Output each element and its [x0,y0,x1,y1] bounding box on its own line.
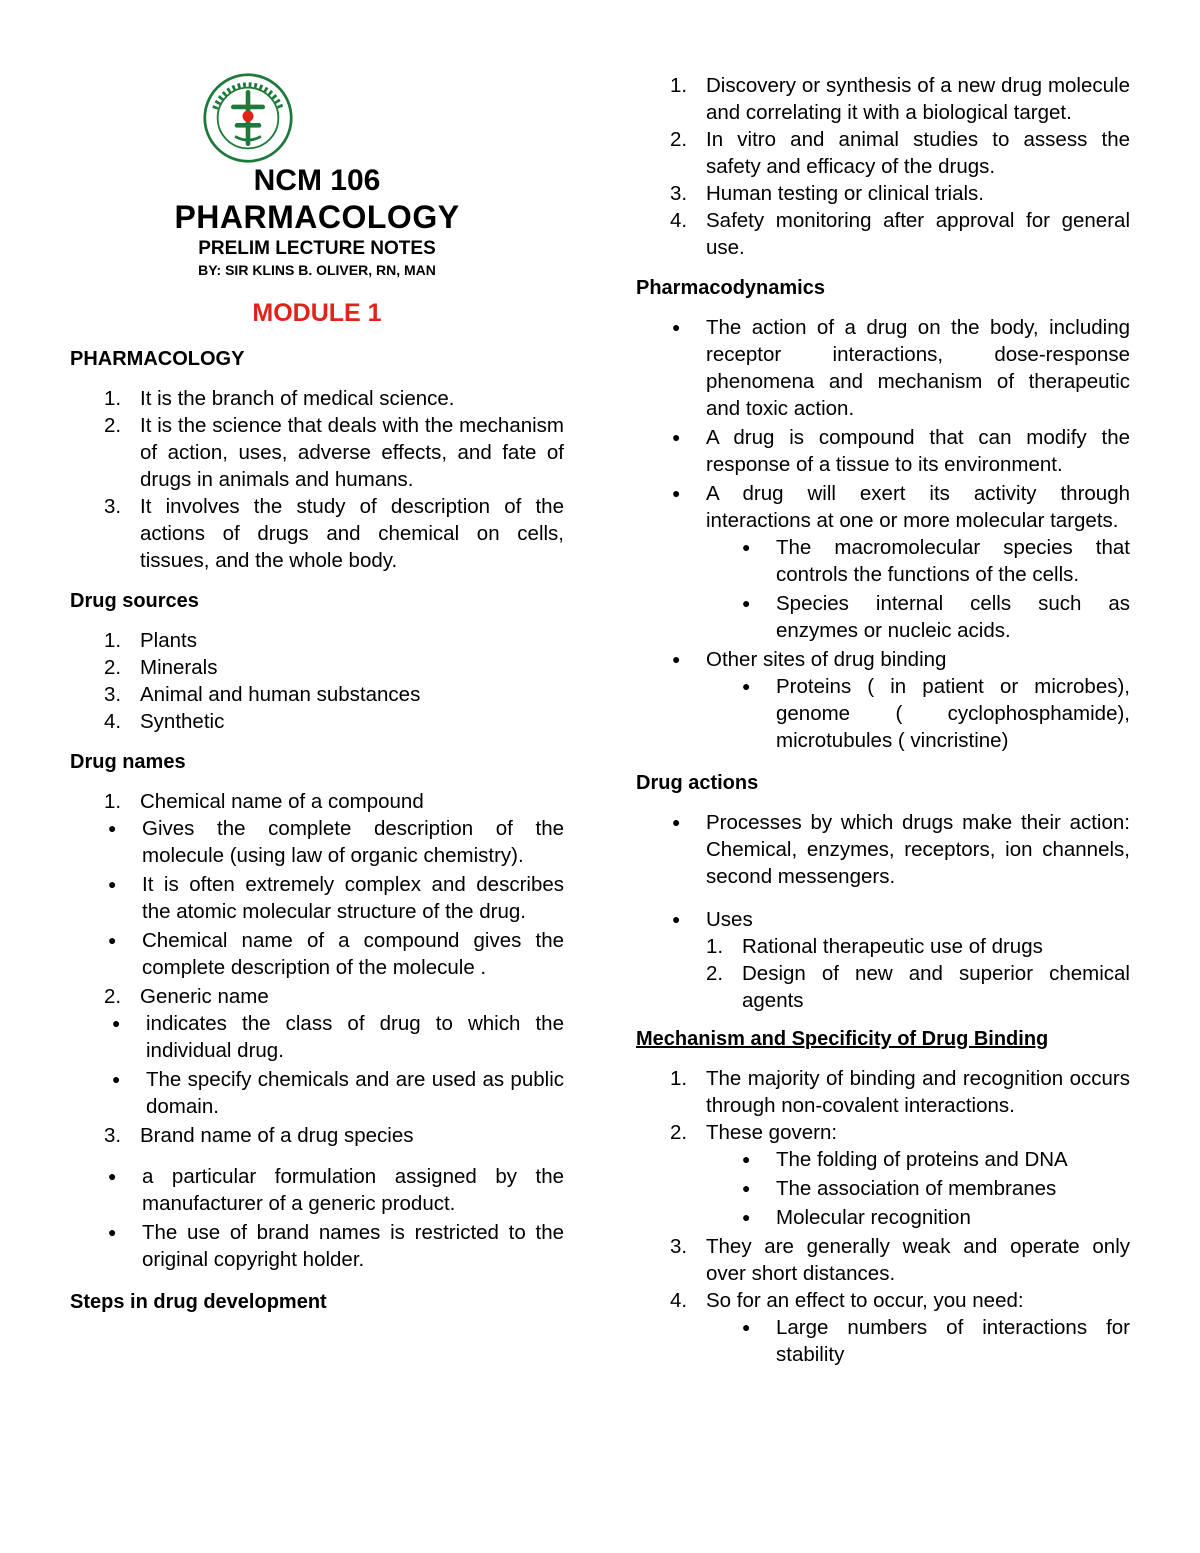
course-name: PHARMACOLOGY [174,199,460,235]
list-item: 2. Design of new and superior chemical agents [706,962,1130,1012]
brand-name-bullets [70,1163,564,1273]
list-item: 4. Safety monitoring after approval for general use. [670,209,1130,259]
pharmacology-list [70,385,564,574]
heading-drug-actions: Drug actions [636,772,759,794]
bullet-item: ● Proteins ( in patient or microbes), genome ( cyclophosphamide), microtubules ( vincristine) [742,675,1130,752]
list-item: 3. Human testing or clinical trials. [670,182,984,205]
bullet-item: ● Uses 1. Rational therapeutic use of drugs 2. Design of new and superior chemical agents [636,906,1130,1014]
bullet-item: ● Molecular recognition [742,1206,971,1229]
bullet-item: ● Large numbers of interactions for stability [742,1316,1130,1366]
heading-steps: Steps in drug development [70,1291,327,1313]
bullet-item: ● Processes by which drugs make their action: Chemical, enzymes, receptors, ion channels, second messengers. [672,811,1130,888]
list-item: 3. It involves the study of description of the actions of drugs and chemical on cells, tissues, and the whole body. [104,495,564,572]
right-column [636,0,1130,1370]
binding-sites-bullets [636,673,1130,754]
heading-pharmacodynamics: Pharmacodynamics [636,277,825,299]
list-item: 1. The majority of binding and recognition occurs through non-covalent interactions. [670,1067,1130,1117]
generic-name-bullets [70,1010,564,1120]
uses-list [636,933,1130,1014]
course-code: NCM 106 [253,164,381,197]
bullet-item: ● Species internal cells such as enzymes or nucleic acids. [742,592,1130,642]
list-item: 2. It is the science that deals with the mechanism of action, uses, adverse effects, and fate of drugs in animals and humans. [104,414,564,491]
list-item: 1. Discovery or synthesis of a new drug molecule and correlating it with a biological target. [670,74,1130,124]
bullet-item: ● Gives the complete description of the molecule (using law of organic chemistry). [108,817,564,867]
bullet-item: ● The use of brand names is restricted to the original copyright holder. [108,1221,564,1271]
list-item: 1. Chemical name of a compound ● Gives the complete description of the molecule (using law of organic chemistry). ● It is often extremely complex and describes the atomic molecular structure of the drug. ● Chemical name of a compound gives the complete description of the molecule . [70,788,564,981]
list-item: 1. Rational therapeutic use of drugs [706,935,1043,958]
lecture-title: PRELIM LECTURE NOTES [198,238,436,259]
list-item: 1. Plants [104,629,197,652]
heading-mechanism: Mechanism and Specificity of Drug Binding [636,1028,1049,1050]
list-item: 4. Synthetic [104,710,225,733]
mechanism-list [636,1065,1130,1368]
list-item: 2. In vitro and animal studies to assess the safety and efficacy of the drugs. [670,128,1130,178]
bullet-item: ● A drug will exert its activity through interactions at one or more molecular targets. ● The macromolecular species that controls the functions of the cells. ● Species internal cells such as enzymes or nucleic acids. [636,480,1130,644]
bullet-item: ● The association of membranes [742,1177,1057,1200]
pharmacodynamics-list [636,314,1130,754]
list-item: 2. Generic name ● indicates the class of drug to which the individual drug. ● The specify chemicals and are used as public domain. [70,983,564,1120]
heading-drug-names: Drug names [70,751,186,773]
drug-sources-list [70,627,564,735]
list-item: 3. They are generally weak and operate only over short distances. [670,1235,1130,1285]
list-item: 2. These govern: ● The folding of proteins and DNA ● The association of membranes ● Molecular recognition [636,1119,1130,1231]
author-line: BY: SIR KLINS B. OLIVER, RN, MAN [198,262,436,278]
bullet-item: ● The action of a drug on the body, including receptor interactions, dose-response phenomena and mechanism of therapeutic and toxic action. [672,316,1130,420]
document-header [70,0,564,328]
bullet-item: ● The macromolecular species that controls the functions of the cells. [742,536,1130,586]
list-item: 2. Minerals [104,656,218,679]
bullet-item: ● Chemical name of a compound gives the complete description of the molecule . [108,929,564,979]
list-item: 1. It is the branch of medical science. [104,387,455,410]
chemical-name-bullets [70,815,564,981]
effect-bullets [636,1314,1130,1368]
bullet-item: ● indicates the class of drug to which the individual drug. [112,1012,564,1062]
module-title: MODULE 1 [252,299,382,327]
govern-bullets [636,1146,1130,1231]
bullet-item: ● Other sites of drug binding ● Proteins ( in patient or microbes), genome ( cyclophosphamide), microtubules ( vincristine) [636,646,1130,754]
college-seal-icon [202,72,294,164]
bullet-item: ● The folding of proteins and DNA [742,1148,1068,1171]
heading-pharmacology: PHARMACOLOGY [70,348,245,370]
molecular-targets-bullets [636,534,1130,644]
bullet-item: ● It is often extremely complex and describes the atomic molecular structure of the drug. [108,873,564,923]
list-item: 3. Brand name of a drug species ● a particular formulation assigned by the manufacturer of a generic product. ● The use of brand names is restricted to the original copyright holder. [70,1122,564,1273]
bullet-item: ● a particular formulation assigned by the manufacturer of a generic product. [108,1165,564,1215]
bullet-item: ● A drug is compound that can modify the response of a tissue to its environment. [672,426,1130,476]
bullet-item: ● The specify chemicals and are used as public domain. [112,1068,564,1118]
steps-list [636,72,1130,261]
left-column [70,0,564,1328]
drug-actions-list [636,809,1130,1014]
heading-drug-sources: Drug sources [70,590,199,612]
drug-names-list [70,788,564,1273]
list-item: 4. So for an effect to occur, you need: ● Large numbers of interactions for stability [636,1287,1130,1368]
list-item: 3. Animal and human substances [104,683,421,706]
